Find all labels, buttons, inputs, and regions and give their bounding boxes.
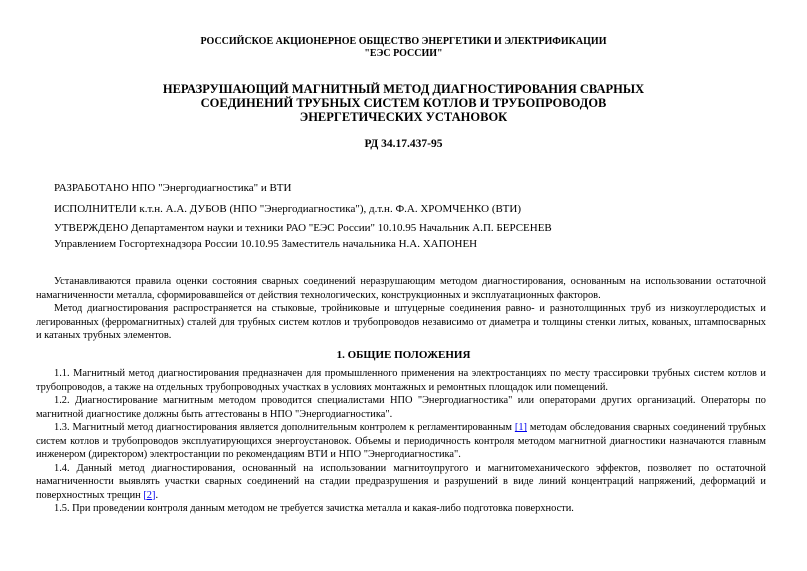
- paragraph-1-4: [36, 462, 766, 503]
- executors: ИСПОЛНИТЕЛИ к.т.н. А.А. ДУБОВ (НПО "Энергодиагностика"), д.т.н. Ф.А. ХРОМЧЕНКО (ВТИ): [54, 203, 521, 215]
- document-title: [0, 82, 807, 124]
- reference-link-1[interactable]: [1]: [514, 422, 527, 433]
- title-line-3: ЭНЕРГЕТИЧЕСКИХ УСТАНОВОК: [299, 110, 508, 124]
- reference-link-2[interactable]: [2]: [143, 489, 156, 501]
- intro-section: [36, 275, 766, 343]
- approved-by-management: Управлением Госгортехнадзора России 10.10.95 Заместитель начальника Н.А. ХАПОНЕН: [54, 238, 478, 250]
- paragraph-1-4-text-b: .: [155, 489, 159, 501]
- title-line-2: СОЕДИНЕНИЙ ТРУБНЫХ СИСТЕМ КОТЛОВ И ТРУБОПРОВОДОВ: [200, 96, 607, 110]
- document-code: РД 34.17.437-95: [364, 138, 443, 150]
- paragraph-1-3-text-b: методам обследования сварных соединений трубных систем котлов и трубопроводов эксплуатирующихся энергоустановок. Объемы и периодичность контроля методом магнитной диагностики назначаются главным инженером (директором) электростанции по рекомендациям ВТИ и НПО "Энергодиагностика".: [36, 422, 767, 460]
- paragraph-1-3: [36, 421, 766, 462]
- approved-by: УТВЕРЖДЕНО Департаментом науки и техники РАО "ЕЭС России" 10.10.95 Начальник А.П. БЕРСЕНЕВ: [54, 222, 552, 234]
- section-1-title: 1. ОБЩИЕ ПОЛОЖЕНИЯ: [336, 349, 471, 361]
- title-line-1: НЕРАЗРУШАЮЩИЙ МАГНИТНЫЙ МЕТОД ДИАГНОСТИРОВАНИЯ СВАРНЫХ: [162, 82, 645, 96]
- paragraph-1-1: 1.1. Магнитный метод диагностирования предназначен для промышленного применения на электростанциях по месту трассировки трубных систем котлов и трубопроводов, а также на отдельных трубопроводных участках в условиях монтажных и ремонтных площадок или помещений.: [36, 368, 766, 393]
- developed-by: РАЗРАБОТАНО НПО "Энергодиагностика" и ВТИ: [54, 182, 292, 194]
- paragraph-1-5: 1.5. При проведении контроля данным методом не требуется зачистка металла и какая-либо подготовка поверхности.: [54, 503, 574, 514]
- section-1-body: [36, 367, 766, 516]
- organization-line-2: "ЕЭС РОССИИ": [364, 48, 443, 59]
- paragraph-1-3-text-a: 1.3. Магнитный метод диагностирования является дополнительным контролем к регламентированным: [54, 422, 515, 433]
- intro-paragraph-2: Метод диагностирования распространяется на стыковые, тройниковые и штуцерные соединения равно- и разнотолщинных труб из низкоуглеродистых и легированных (ферромагнитных) сталей для трубных систем котлов и трубопроводов независимо от диаметра и толщины стенки литых, кованых, штампосварных и катаных трубных элементов.: [36, 303, 766, 341]
- paragraph-1-4-text-a: 1.4. Данный метод диагностирования, основанный на использовании магнитоупругого и магнитомеханического эффектов, позволяет по остаточной намагниченности выявлять участки сварных соединений на стадии предразрушения и разрушений в виде линий концентраций напряжений, деформаций и поверхностных трещин: [36, 462, 766, 501]
- organization-header: [0, 36, 807, 60]
- paragraph-1-2: 1.2. Диагностирование магнитным методом проводится специалистами НПО "Энергодиагностика" или операторами других организаций. Операторы по магнитной диагностике должны быть аттестованы в НПО "Энергодиагностика".: [36, 395, 766, 420]
- intro-paragraph-1: Устанавливаются правила оценки состояния сварных соединений неразрушающим методом диагностирования, основанным на использовании остаточной намагниченности металла, сформировавшейся от действия технологических, конструкционных и эксплуатационных факторов.: [36, 276, 766, 301]
- organization-line-1: РОССИЙСКОЕ АКЦИОНЕРНОЕ ОБЩЕСТВО ЭНЕРГЕТИКИ И ЭЛЕКТРИФИКАЦИИ: [200, 36, 607, 47]
